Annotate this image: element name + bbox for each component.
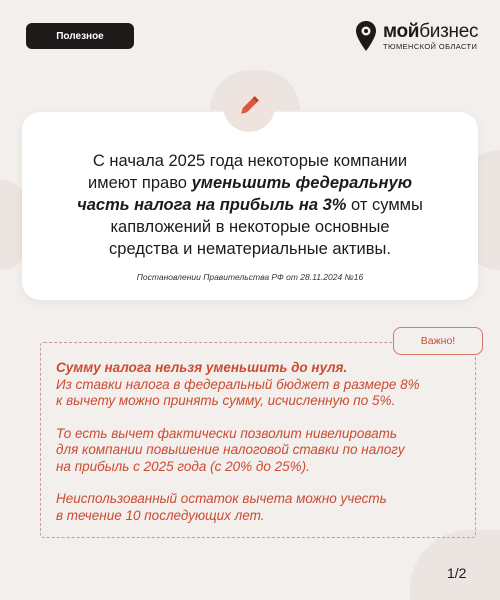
- note-paragraph: Сумму налога нельзя уменьшить до нуля. Из ставки налога в федеральный бюджет в размере 8% к вычету можно принять сумму, исчисленную по 5%.: [56, 360, 420, 408]
- main-statement: С начала 2025 года некоторые компании имеют право уменьшить федеральную часть налога на прибыль на 3% от суммы капвложений в некоторые основные средства и нематериальные активы.: [77, 152, 423, 258]
- pencil-icon: [236, 93, 262, 119]
- note-paragraph: Неиспользованный остаток вычета можно учесть в течение 10 последующих лет.: [56, 491, 387, 523]
- category-badge: Полезное: [26, 23, 134, 49]
- important-notes: [56, 360, 466, 540]
- page-indicator: 1/2: [447, 565, 467, 581]
- source-citation: Постановлении Правительства РФ от 28.11.2024 №16: [136, 272, 364, 282]
- important-badge: Важно!: [393, 327, 483, 355]
- note-paragraph: То есть вычет фактически позволит нивелировать для компании повышение налоговой ставки по налогу на прибыль с 2025 года (с 20% до 25%).: [56, 425, 405, 474]
- location-pin-icon: [355, 20, 377, 52]
- logo-name: мойбизнес: [383, 20, 479, 42]
- brand-logo: [355, 20, 478, 52]
- pencil-icon-badge: [223, 80, 275, 132]
- logo-subtitle: ТЮМЕНСКОЙ ОБЛАСТИ: [383, 41, 478, 51]
